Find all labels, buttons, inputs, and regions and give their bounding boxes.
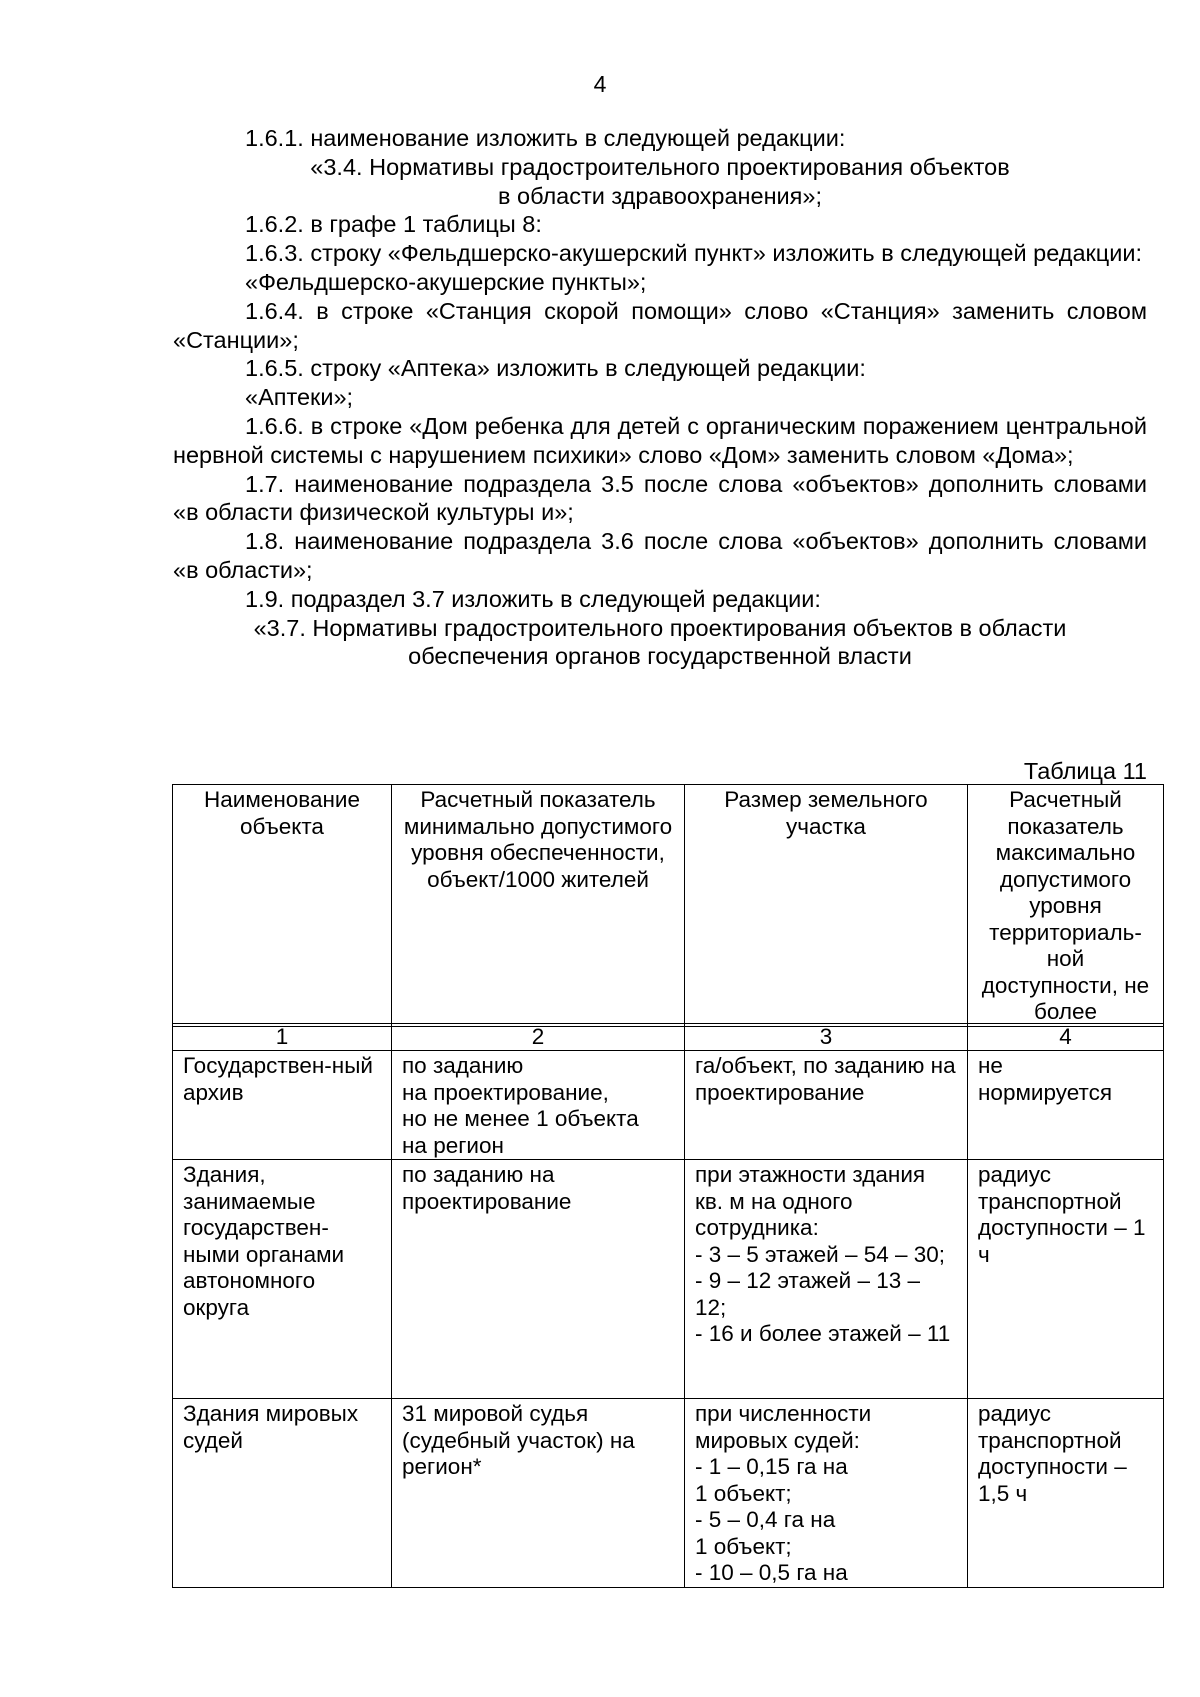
page-number: 4 [593, 71, 607, 97]
cell-text: Государствен-ный архив [183, 1053, 373, 1105]
header-cell-min-indicator: Расчетный показатель минимально допустимого уровня обеспеченности, объект/1000 жителей [392, 785, 685, 1027]
cell-text: при численности мировых судей: - 1 – 0,15 га на 1 объект; - 5 – 0,4 га на 1 объект; - 10 – 0,5 га на [695, 1401, 872, 1585]
table-header [172, 784, 1164, 1027]
cell-indicator [392, 1051, 685, 1160]
header-cell-name: Наименование объекта [173, 785, 392, 1027]
column-number: 2 [392, 1024, 685, 1051]
cell-area [685, 1160, 968, 1399]
paragraph-1-6-4: 1.6.4. в строке «Станция скорой помощи» слово «Станция» заменить словом «Станции»; [173, 297, 1147, 353]
cell-area [685, 1399, 968, 1588]
table-row [173, 1160, 1164, 1399]
column-number: 3 [685, 1024, 968, 1051]
cell-text: 31 мировой судья (судебный участок) на регион* [402, 1401, 635, 1479]
heading-3-7-line-2: обеспечения органов государственной власти [408, 643, 912, 670]
table-caption: Таблица 11 [1023, 758, 1147, 784]
body-text [173, 124, 1147, 671]
heading-3-4-line-1: «3.4. Нормативы градостроительного проектирования объектов [310, 153, 1010, 180]
cell-name [173, 1160, 392, 1399]
column-number: 4 [968, 1024, 1164, 1051]
header-cell-max-indicator: Расчетный показатель максимально допустимого уровня территориаль-ной доступности, не более [968, 785, 1164, 1027]
cell-access [968, 1160, 1164, 1399]
cell-text: при этажности здания кв. м на одного сотрудника: - 3 – 5 этажей – 54 – 30; - 9 – 12 этажей – 13 – 12; - 16 и более этажей – 11 [695, 1162, 951, 1346]
paragraph-1-7: 1.7. наименование подраздела 3.5 после слова «объектов» дополнить словами «в области физической культуры и»; [173, 470, 1147, 526]
paragraph-1-6-1: 1.6.1. наименование изложить в следующей редакции: [245, 125, 846, 151]
heading-3-4-line-2: в области здравоохранения»; [497, 182, 822, 209]
table-body [172, 1023, 1164, 1588]
cell-text: Здания мировых судей [183, 1401, 359, 1453]
paragraph-1-6-5: 1.6.5. строку «Аптека» изложить в следующей редакции: [245, 355, 866, 382]
cell-name [173, 1399, 392, 1588]
heading-3-7-line-1: «3.7. Нормативы градостроительного проектирования объектов в области [253, 614, 1067, 641]
table-row [173, 1051, 1164, 1160]
cell-indicator [392, 1399, 685, 1588]
paragraph-1-8: 1.8. наименование подраздела 3.6 после слова «объектов» дополнить словами «в области»; [173, 528, 1147, 583]
cell-access [968, 1399, 1164, 1588]
cell-text: по заданию на проектирование [402, 1162, 572, 1214]
header-row [173, 785, 1164, 1027]
cell-text: га/объект, по заданию на проектирование [695, 1053, 956, 1105]
paragraph-apteki: «Аптеки»; [245, 384, 354, 411]
table-row [173, 1399, 1164, 1588]
paragraph-1-6-3: 1.6.3. строку «Фельдшерско-акушерский пункт» изложить в следующей редакции: [245, 240, 1143, 267]
cell-name [173, 1051, 392, 1160]
cell-access [968, 1051, 1164, 1160]
column-numbers-row [173, 1024, 1164, 1051]
paragraph-fap: «Фельдшерско-акушерские пункты»; [245, 268, 647, 295]
header-cell-land-size: Размер земельного участка [685, 785, 968, 1027]
column-number: 1 [173, 1024, 392, 1051]
cell-text: по заданию на проектирование, но не менее 1 объекта на регион [402, 1053, 639, 1158]
paragraph-1-6-2: 1.6.2. в графе 1 таблицы 8: [245, 211, 542, 238]
cell-indicator [392, 1160, 685, 1399]
cell-text: не нормируется [978, 1053, 1113, 1105]
cell-text: радиус транспортной доступности – 1,5 ч [978, 1401, 1127, 1506]
cell-area [685, 1051, 968, 1160]
paragraph-1-9: 1.9. подраздел 3.7 изложить в следующей редакции: [245, 585, 821, 612]
paragraph-1-6-6: 1.6.6. в строке «Дом ребенка для детей с органическим поражением центральной нервной системы с нарушением психики» слово «Дом» заменить словом «Дома»; [173, 412, 1147, 468]
cell-text: радиус транспортной доступности – 1 ч [978, 1162, 1146, 1267]
cell-text: Здания, занимаемые государствен-ными органами автономного округа [183, 1162, 345, 1320]
